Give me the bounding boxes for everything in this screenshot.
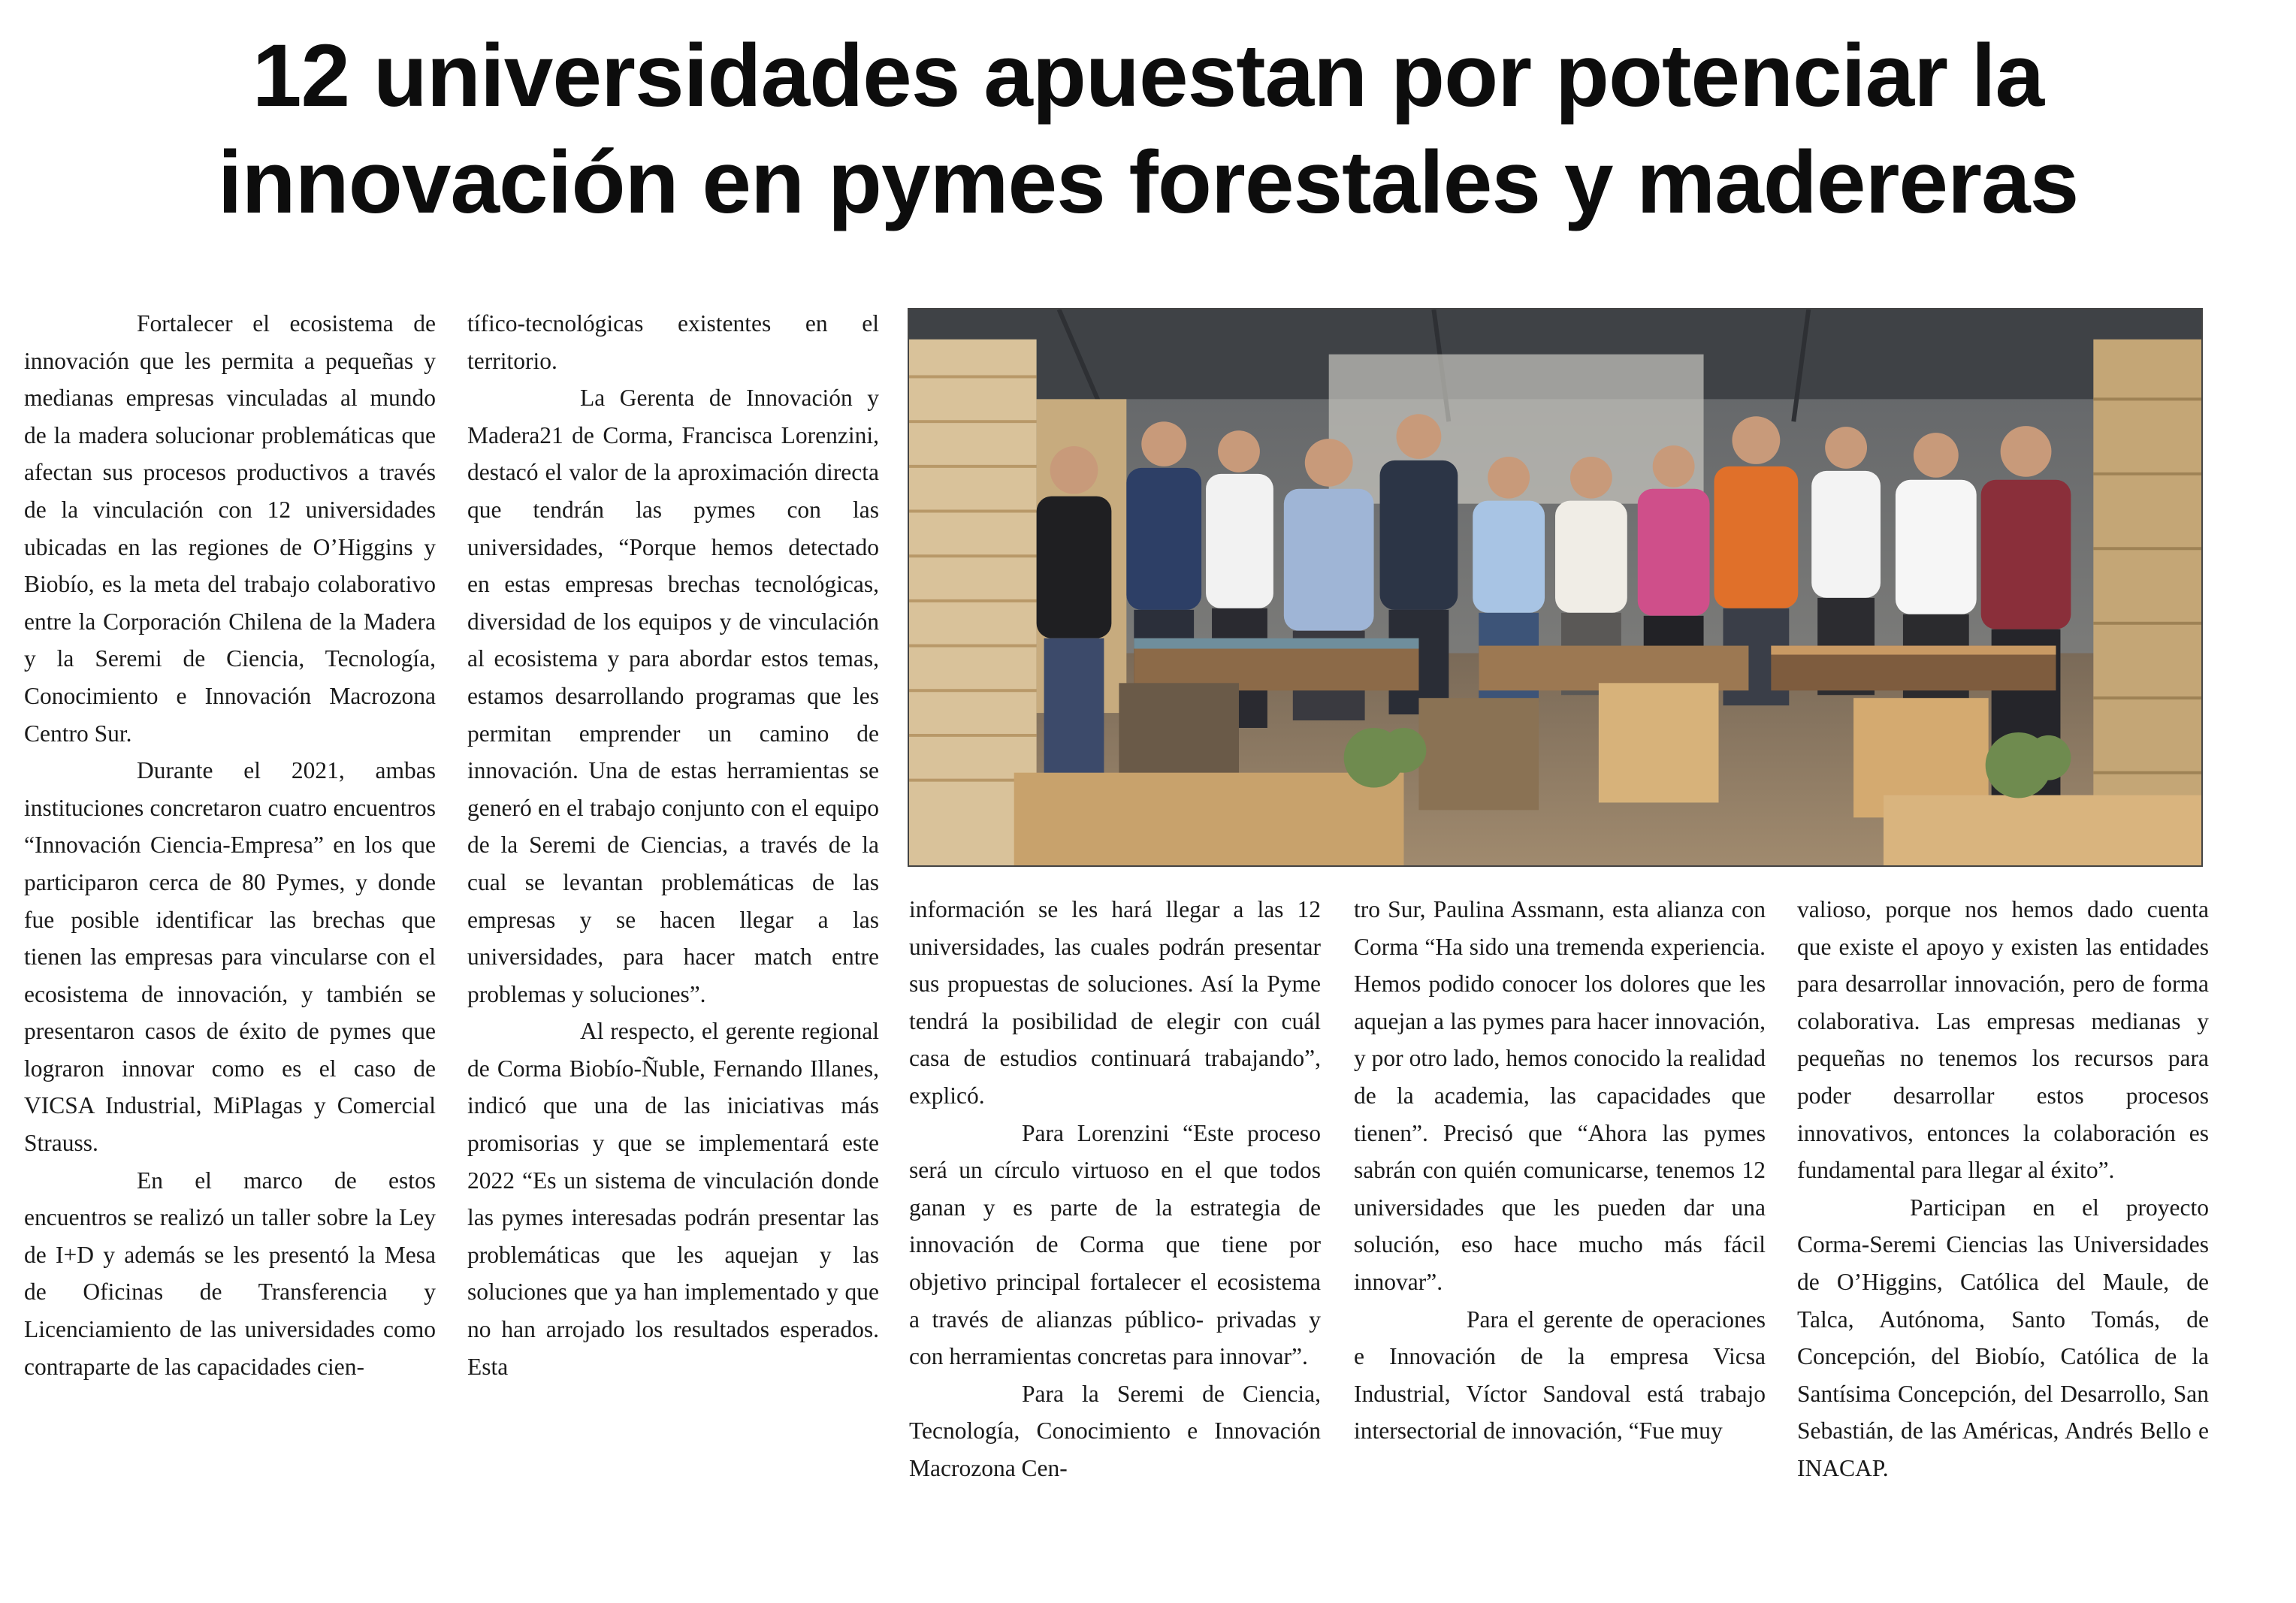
article-column-2 [467,305,879,1385]
headline-line-2: innovación en pymes forestales y madereras [217,133,2079,232]
paragraph: Durante el 2021, ambas instituciones concretaron cuatro encuentros “Innovación Ciencia-Empresa” en los que participaron cerca de 80 Pymes, y donde fue posible identificar las brechas que tienen las empresas para vincularse con el ecosistema de innovación, y también se presentaron casos de éxito de pymes que lograron innovar como es el caso de VICSA Industrial, MiPlagas y Comercial Strauss. [24,757,436,1157]
paragraph: Fortalecer el ecosistema de innovación que les permita a pequeñas y medianas empresas vinculadas al mundo de la madera solucionar problemáticas que afectan sus procesos productivos a través de la vinculación con 12 universidades ubicadas en las regiones de O’Higgins y Biobío, es la meta del trabajo colaborativo entre la Corporación Chilena de la Madera y la Seremi de Ciencia, Tecnología, Conocimiento e Innovación Macrozona Centro Sur. [24,310,436,747]
article-photo [908,308,2203,867]
paragraph: tro Sur, Paulina Assmann, esta alianza con Corma “Ha sido una tremenda experiencia. Hemos podido conocer los dolores que les aquejan a las pymes para hacer innovación, y por otro lado, hemos conocido la realidad de la academia, las capacidades que tienen”. Precisó que “Ahora las pymes sabrán con quién comunicarse, tenemos 12 universidades que les pueden dar una solución, eso hace mucho más fácil innovar”. [1354,896,1766,1295]
paragraph: valioso, porque nos hemos dado cuenta que existe el apoyo y existen las entidades para desarrollar innovación, pero de forma colaborativa. Las empresas medianas y pequeñas no tenemos los recursos para poder desarrollar estos procesos innovativos, entonces la colaboración es fundamental para llegar al éxito”. [1797,896,2209,1184]
group-photo-image [909,309,2201,865]
paragraph: información se les hará llegar a las 12 universidades, las cuales podrán presentar sus propuestas de soluciones. Así la Pyme tendrá la posibilidad de elegir con cuál casa de estudios continuará trabajando”, explicó. [909,896,1321,1109]
article-column-3 [909,891,1321,1487]
paragraph: Para el gerente de operaciones e Innovación de la empresa Vicsa Industrial, Víctor Sandoval está trabajo intersectorial de innovación, “Fue muy [1354,1306,1766,1445]
article-column-5 [1797,891,2209,1487]
headline [23,23,2273,236]
paragraph: Participan en el proyecto Corma-Seremi Ciencias las Universidades de O’Higgins, Católica del Maule, de Talca, Autónoma, Santo Tomás, de Concepción, del Biobío, Católica de la Santísima Concepción, del Desarrollo, San Sebastián, de las Américas, Andrés Bello e INACAP. [1797,1194,2209,1481]
paragraph: Para Lorenzini “Este proceso será un círculo virtuoso en el que todos ganan y es parte de la estrategia de innovación de Corma que tiene por objetivo principal fortalecer el ecosistema a través de alianzas público- privadas y con herramientas concretas para innovar”. [909,1119,1321,1370]
article-column-4 [1354,891,1766,1450]
paragraph: tífico-tecnológicas existentes en el territorio. [467,310,879,374]
paragraph: Al respecto, el gerente regional de Corma Biobío-Ñuble, Fernando Illanes, indicó que una de las iniciativas más promisorias y que se implementará este 2022 “Es un sistema de vinculación donde las pymes interesadas podrán presentar las problemáticas que les aquejan y las soluciones que ya han implementado y que no han arrojado los resultados esperados. Esta [467,1018,879,1380]
headline-line-1: 12 universidades apuestan por potenciar la [252,26,2044,125]
paragraph: La Gerenta de Innovación y Madera21 de Corma, Francisca Lorenzini, destacó el valor de la aproximación directa que tendrán las pymes con las universidades, “Porque hemos detectado en estas empresas brechas tecnológicas, diversidad de los equipos y de vinculación al ecosistema y para abordar estos temas, estamos desarrollando programas que les permitan emprender un camino de innovación. Una de estas herramientas se generó en el trabajo conjunto con el equipo de la Seremi de Ciencias, a través de la cual se levantan problemáticas de las empresas y se hacen llegar a las universidades, para hacer match entre problemas y soluciones”. [467,385,879,1007]
paragraph: En el marco de estos encuentros se realizó un taller sobre la Ley de I+D y además se les presentó la Mesa de Oficinas de Transferencia y Licenciamiento de las universidades como contraparte de las capacidades cien- [24,1167,436,1380]
paragraph: Para la Seremi de Ciencia, Tecnología, Conocimiento e Innovación Macrozona Cen- [909,1380,1321,1481]
article-column-1 [24,305,436,1385]
